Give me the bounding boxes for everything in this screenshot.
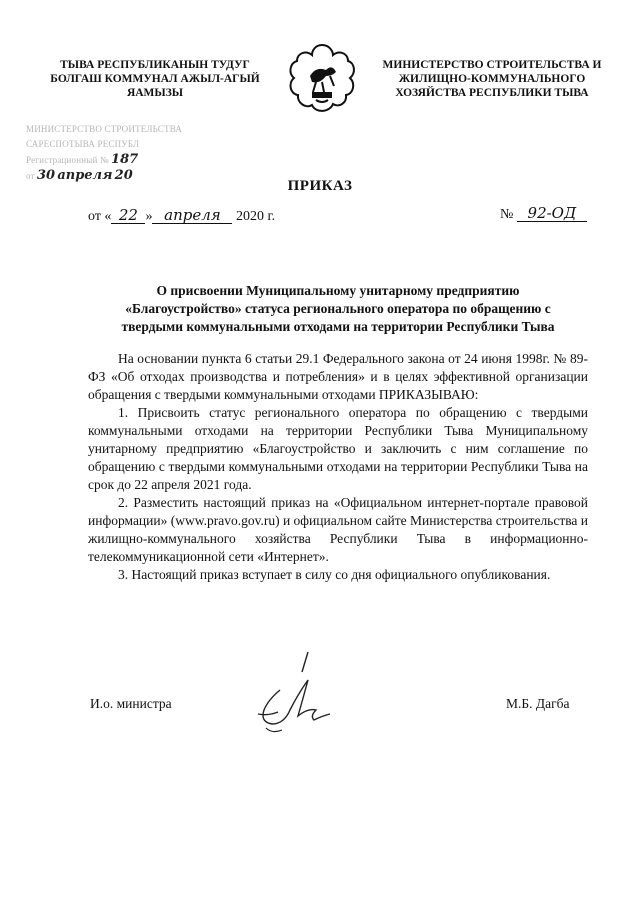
stamp-date-month: апреля xyxy=(57,168,113,183)
stamp-reg-label: Регистрационный № xyxy=(26,155,109,165)
subject-line: О присвоении Муниципальному унитарному предприятию xyxy=(156,283,520,298)
date-day: 22 xyxy=(111,208,145,224)
date-suffix: 2020 г. xyxy=(235,209,276,224)
date-month: апреля xyxy=(152,208,232,224)
date-mid: » xyxy=(145,209,153,224)
number-prefix: № xyxy=(500,207,514,222)
header-right-line: ХОЗЯЙСТВА РЕСПУБЛИКИ ТЫВА xyxy=(395,87,589,99)
stamp-line: МИНИСТЕРСТВО СТРОИТЕЛЬСТВА xyxy=(26,124,183,134)
header-right-line: МИНИСТЕРСТВО СТРОИТЕЛЬСТВА И xyxy=(382,59,602,71)
stamp-date-year: 20 xyxy=(114,168,133,183)
body-paragraph: 1. Присвоить статус регионального оператора по обращению с твердыми коммунальными отходами на территории Республики Тыва Муниципальному унитарному предприятию «Благоустройство и заключить с ним соглашение по обращению с твердыми коммунальными отходами на территории Республики Тыва на срок до 22 апреля 2021 года. xyxy=(88,405,588,492)
stamp-date-day: 30 xyxy=(36,168,56,183)
signatory-name: М.Б. Дагба xyxy=(506,696,570,711)
header-left-tuvan xyxy=(40,58,270,100)
date-prefix: от « xyxy=(88,209,112,224)
document-body xyxy=(88,350,588,584)
body-paragraph: 3. Настоящий приказ вступает в силу со дня официального опубликования. xyxy=(118,567,551,582)
body-paragraph: На основании пункта 6 статьи 29.1 Федерального закона от 24 июня 1998г. № 89-ФЗ «Об отходах производства и потребления» и в целях эффективной организации обращения с твердыми коммунальными отходами ПРИКАЗЫВАЮ: xyxy=(88,351,588,402)
header-right-russian xyxy=(372,58,612,100)
header-left-line: ТЫВА РЕСПУБЛИКАНЫН ТУДУГ xyxy=(60,59,250,71)
number-value: 92-ОД xyxy=(517,206,587,222)
document-number xyxy=(500,206,587,223)
document-title: ПРИКАЗ xyxy=(287,178,353,194)
header-left-line: БОЛГАШ КОММУНАЛ АЖЫЛ-АГЫЙ xyxy=(50,73,260,85)
header-right-line: ЖИЛИЩНО-КОММУНАЛЬНОГО xyxy=(398,73,586,85)
header-left-line: ЯАМЫЗЫ xyxy=(126,87,184,99)
registration-stamp xyxy=(26,122,236,184)
document-date xyxy=(88,208,275,225)
stamp-reg-number: 187 xyxy=(111,152,139,167)
tuva-emblem-icon xyxy=(286,42,358,116)
subject-line: «Благоустройство» статуса регионального оператора по обращению с xyxy=(125,301,551,316)
document-subject xyxy=(88,282,588,336)
body-paragraph: 2. Разместить настоящий приказ на «Официальном интернет-портале правовой информации» (www.pravo.gov.ru) и официальном сайте Министерства строительства и жилищно-коммунального хозяйства Республики Тыва в информационно-телекоммуникационной сети «Интернет». xyxy=(88,495,589,564)
subject-line: твердыми коммунальными отходами на территории Республики Тыва xyxy=(121,319,555,334)
stamp-date-prefix: от xyxy=(26,171,35,181)
stamp-line: САРЕСПОТЫВА РЕСПУБЛ xyxy=(26,139,140,149)
handwritten-signature xyxy=(238,650,338,740)
signatory-title: И.о. министра xyxy=(90,696,172,711)
